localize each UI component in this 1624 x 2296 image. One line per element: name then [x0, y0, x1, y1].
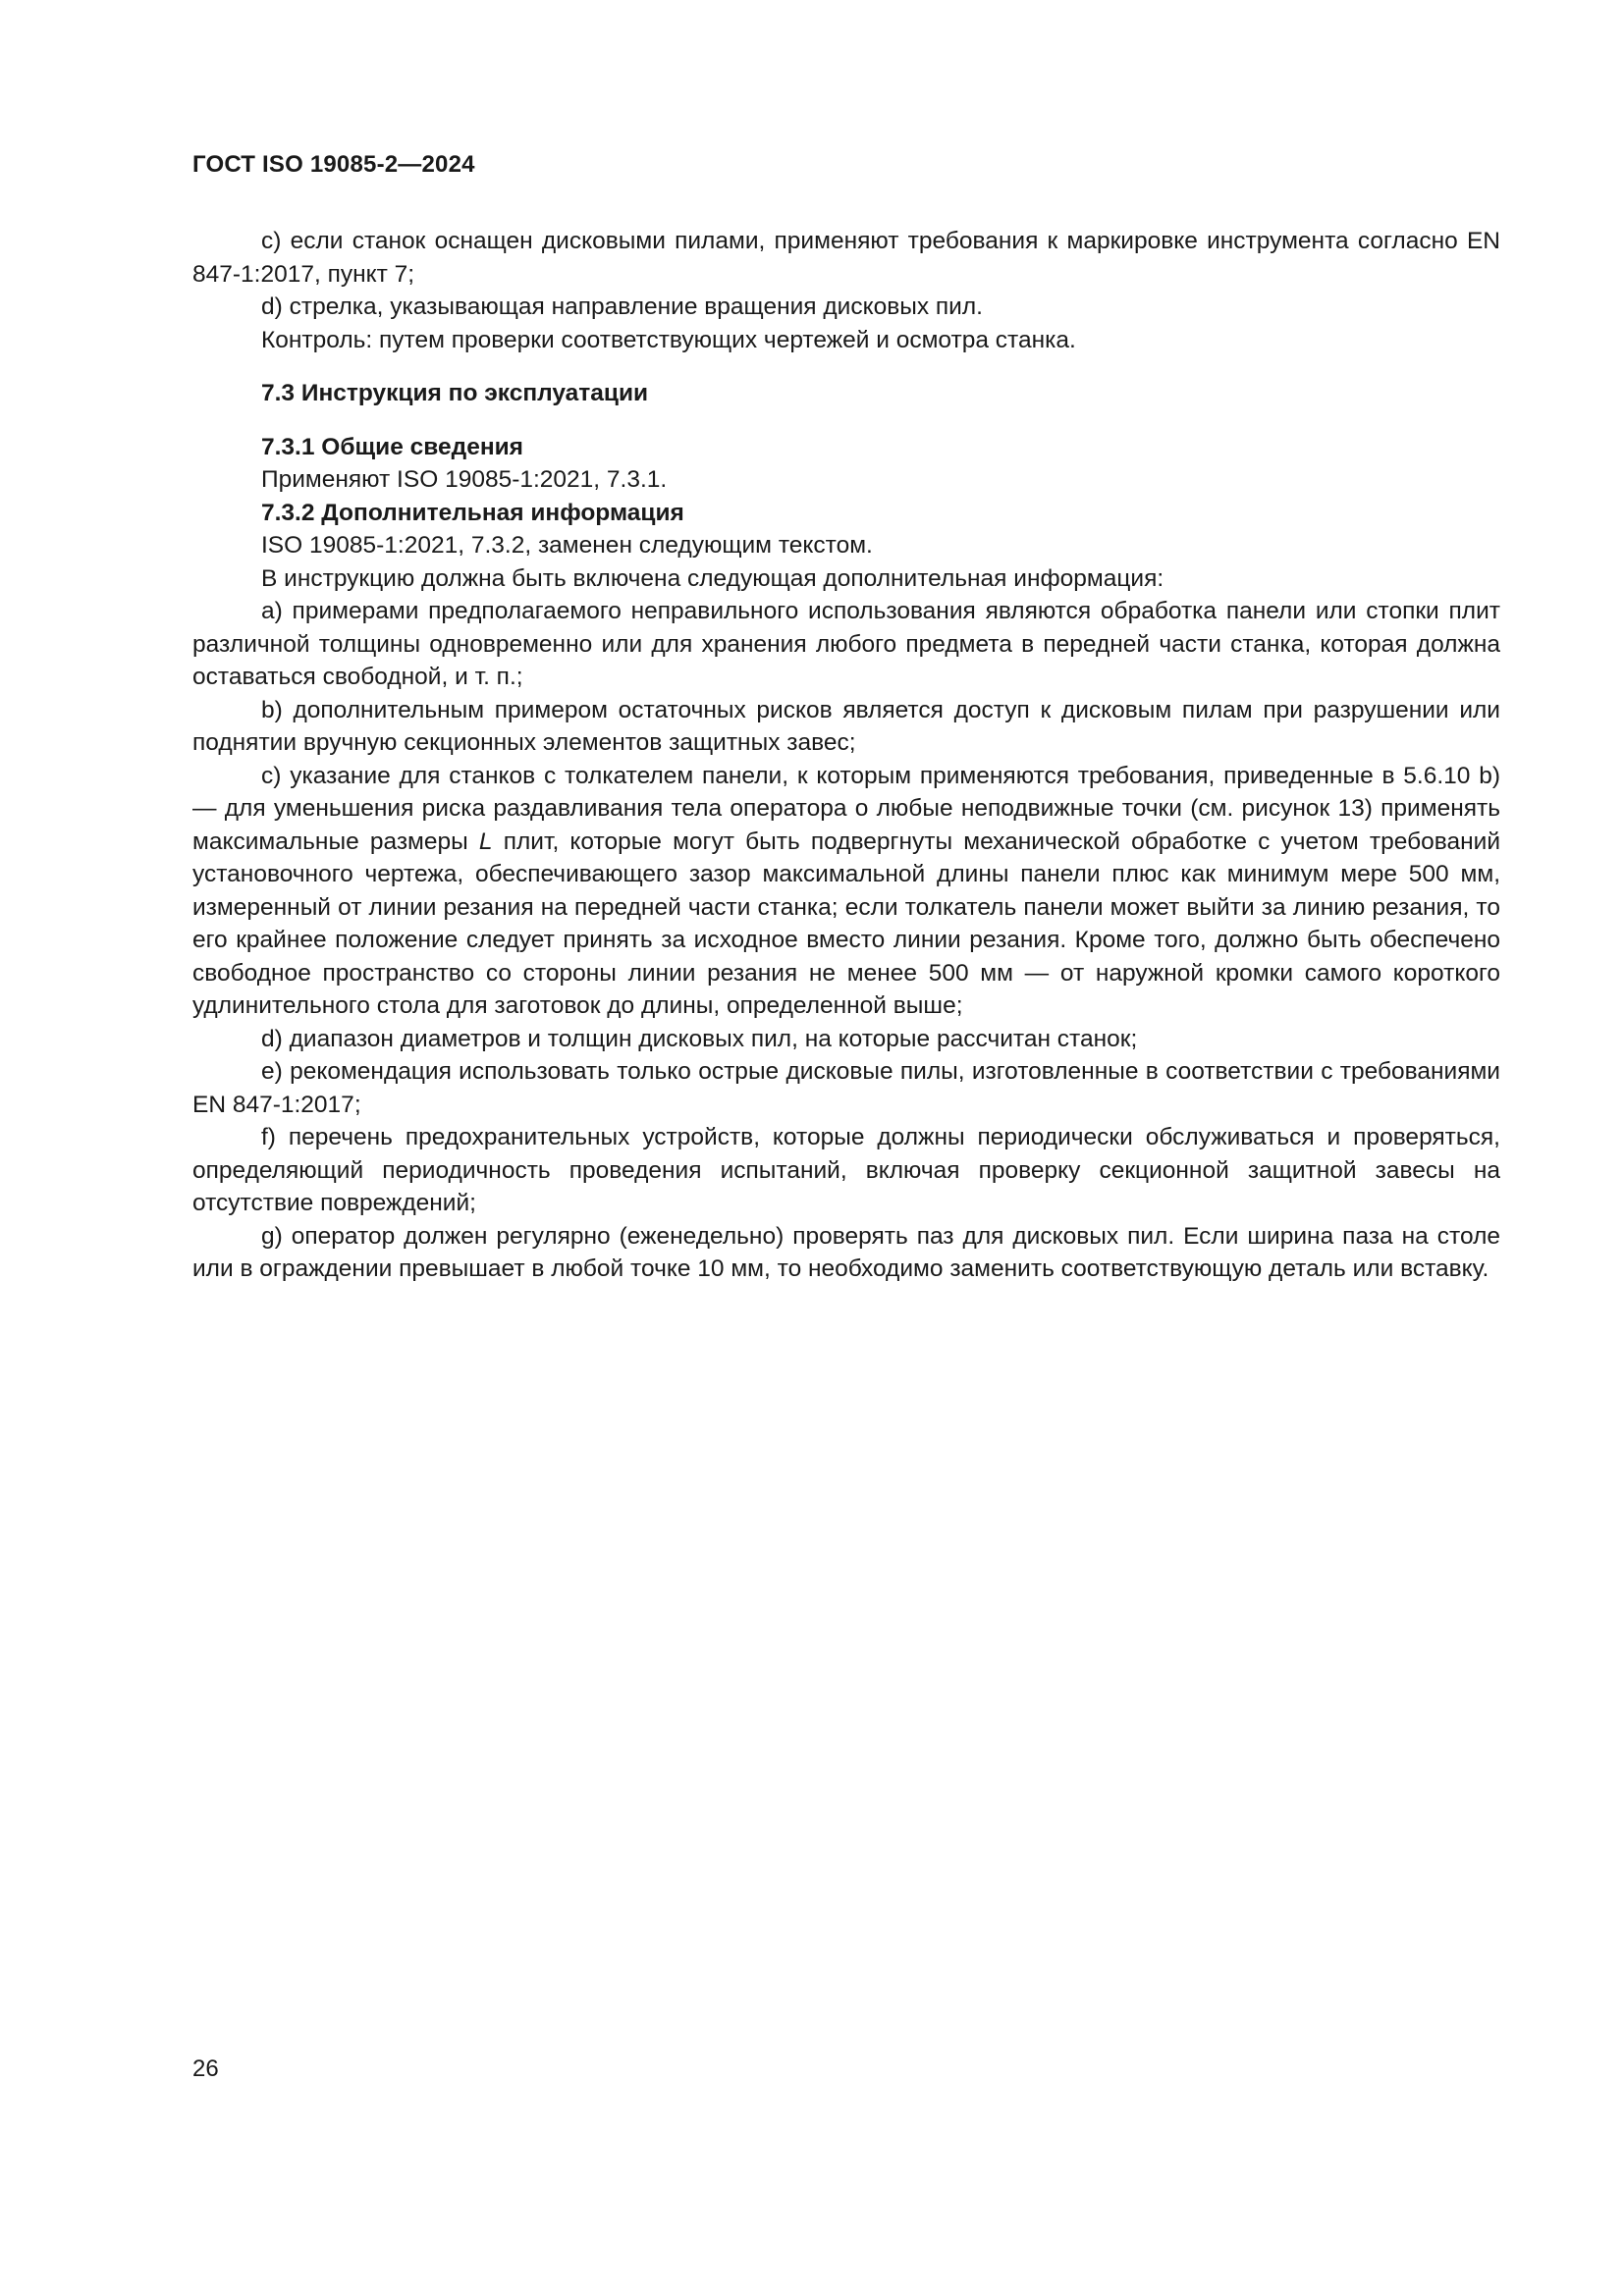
item-c-variable-l: L [478, 828, 493, 855]
document-body [192, 225, 1500, 1286]
paragraph-item-e: e) рекомендация использовать только острые дисковые пилы, изготовленные в соответствии с требованиями EN 847-1:2017; [192, 1058, 1500, 1118]
paragraph-item-a: a) примерами предполагаемого неправильного использования являются обработка панели или стопки плит различной толщины одновременно или для хранения любого предмета в передней части станка, которая должна оставаться свободной, и т. п.; [192, 598, 1500, 690]
page-number: 26 [192, 2056, 219, 2082]
paragraph-7-3-1-text: Применяют ISO 19085-1:2021, 7.3.1. [261, 466, 668, 493]
paragraph-7-3-2-text2: В инструкцию должна быть включена следующая дополнительная информация: [261, 564, 1164, 592]
item-c-text-part2: плит, которые могут быть подвергнуты механической обработке с учетом требований установочного чертежа, обеспечивающего зазор максимальной длины панели плюс как минимум мере 500 мм, измеренный от линии резания на передней части станка; если толкатель панели может выйти за линию резания, то его крайнее положение следует принять за исходное вместо линии резания. Кроме того, должно быть обеспечено свободное пространство со стороны линии резания не менее 500 мм — от наружной кромки самого короткого удлинительного стола для заготовок до длины, определенной выше; [192, 828, 1501, 1019]
paragraph-7-3-2-text1: ISO 19085-1:2021, 7.3.2, заменен следующим текстом. [261, 532, 873, 559]
paragraph-item-f: f) перечень предохранительных устройств, которые должны периодически обслуживаться и проверяться, определяющий периодичность проведения испытаний, включая проверку секционной защитной завесы на отсутствие повреждений; [192, 1124, 1500, 1216]
subsection-heading-7-3-2: 7.3.2 Дополнительная информация [261, 499, 684, 526]
section-heading-7-3: 7.3 Инструкция по эксплуатации [261, 380, 649, 406]
paragraph-item-b: b) дополнительным примером остаточных рисков является доступ к дисковым пилам при разрушении или поднятии вручную секционных элементов защитных завес; [192, 696, 1500, 756]
paragraph-item-d-arrow: d) стрелка, указывающая направление вращения дисковых пил. [261, 294, 983, 320]
paragraph-item-d: d) диапазон диаметров и толщин дисковых пил, на которые рассчитан станок; [261, 1025, 1138, 1052]
paragraph-control: Контроль: путем проверки соответствующих чертежей и осмотра станка. [261, 326, 1076, 353]
document-header: ГОСТ ISO 19085-2—2024 [192, 151, 475, 178]
paragraph-item-c-marking: c) если станок оснащен дисковыми пилами, применяют требования к маркировке инструмента согласно EN 847-1:2017, пункт 7; [192, 228, 1500, 288]
item-c-text-part1: c) указание для станков с толкателем панели, к которым применяются требования, приведенные в 5.6.10 b) — для уменьшения риска раздавливания тела оператора о любые неподвижные точки (см. рисунок 13) применять максимальные размеры [192, 762, 1500, 855]
paragraph-item-c [192, 760, 1500, 1023]
subsection-heading-7-3-1: 7.3.1 Общие сведения [261, 433, 523, 460]
paragraph-item-g: g) оператор должен регулярно (еженедельно) проверять паз для дисковых пил. Если ширина паза на столе или в ограждении превышает в любой точке 10 мм, то необходимо заменить соответствующую деталь или вставку. [192, 1222, 1500, 1282]
